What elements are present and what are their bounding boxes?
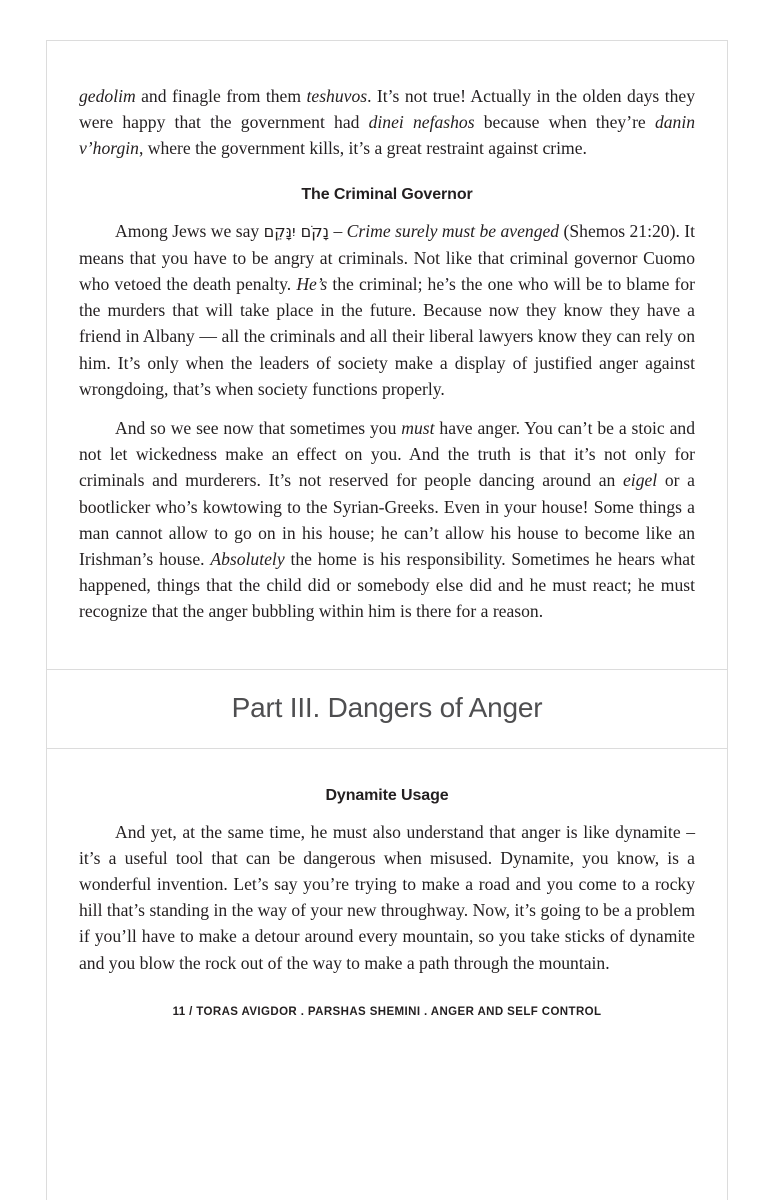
section-top <box>47 41 727 651</box>
paragraph-group-intro <box>79 83 695 162</box>
italic-run: danin v’horgin <box>79 112 696 159</box>
italic-run: Crime surely must be avenged <box>346 220 560 241</box>
italic-run: gedolim <box>79 86 136 106</box>
italic-run: teshuvos <box>306 86 368 106</box>
italic-run: must <box>401 418 435 439</box>
page-footer: 11 / TORAS AVIGDOR . PARSHAS SHEMINI . ANGER AND SELF CONTROL <box>172 1005 602 1018</box>
paragraph: And yet, at the same time, he must also understand that anger is like dynamite – it’s a useful tool that can be dangerous when misused. Dynamite, you know, is a wonderful invention. Let’s say you’re trying to make a road and you come to a rocky hill that’s standing in the way of your new throughway. Now, it’s going to be a problem if you’ll have to make a detour around every mountain, so you take sticks of dynamite and you blow the rock out of the way to make a path through the mountain. <box>79 821 695 973</box>
part-heading-band <box>47 669 727 749</box>
paragraph: Among Jews we say נָקֹם יִנָּקֵם – Crime surely must be avenged (Shemos 21:20). It means that you have to be angry at criminals. Not like that criminal governor Cuomo who vetoed the death penalty. He’s the criminal; he’s the one who will be to blame for the murders that will take place in the future. Because now they know they have a friend in Albany — all the criminals and all their liberal lawyers know they can rely on him. It’s only when the leaders of society make a display of justified anger against wrongdoing, that’s when society functions properly. <box>79 220 696 399</box>
paragraph: gedolim and finagle from them teshuvos. It’s not true! Actually in the olden days they were happy that the government had dinei nefashos because when they’re danin v’horgin, where the government kills, it’s a great restraint against crime. <box>79 86 696 159</box>
italic-run: dinei nefashos <box>368 112 475 133</box>
italic-run: eigel <box>623 470 658 491</box>
section-bottom <box>47 749 727 1018</box>
italic-run: He’s <box>296 274 328 295</box>
hebrew-run: נָקֹם יִנָּקֵם <box>263 221 330 241</box>
document-page <box>46 40 728 1200</box>
subheading-criminal-governor: The Criminal Governor <box>301 185 473 203</box>
part-heading: Part III. Dangers of Anger <box>231 691 543 723</box>
paragraph: And so we see now that sometimes you must have anger. You can’t be a stoic and not let wickedness make an effect on you. And the truth is that it’s not only for criminals and murderers. It’s not reserved for people dancing around an eigel or a bootlicker who’s kowtowing to the Syrian-Greeks. Even in your house! Some things a man cannot allow to go on in his house; he can’t allow his house to become like an Irishman’s house. Absolutely the home is his responsibility. Sometimes he hears what happened, things that the child did or somebody else did and he must react; he must recognize that the anger bubbling within him is there for a reason. <box>79 418 696 622</box>
subheading-dynamite-usage: Dynamite Usage <box>325 786 449 804</box>
italic-run: Absolutely <box>210 549 285 570</box>
paragraph-group-criminal-governor <box>79 218 695 625</box>
paragraph-group-dynamite <box>79 819 695 976</box>
